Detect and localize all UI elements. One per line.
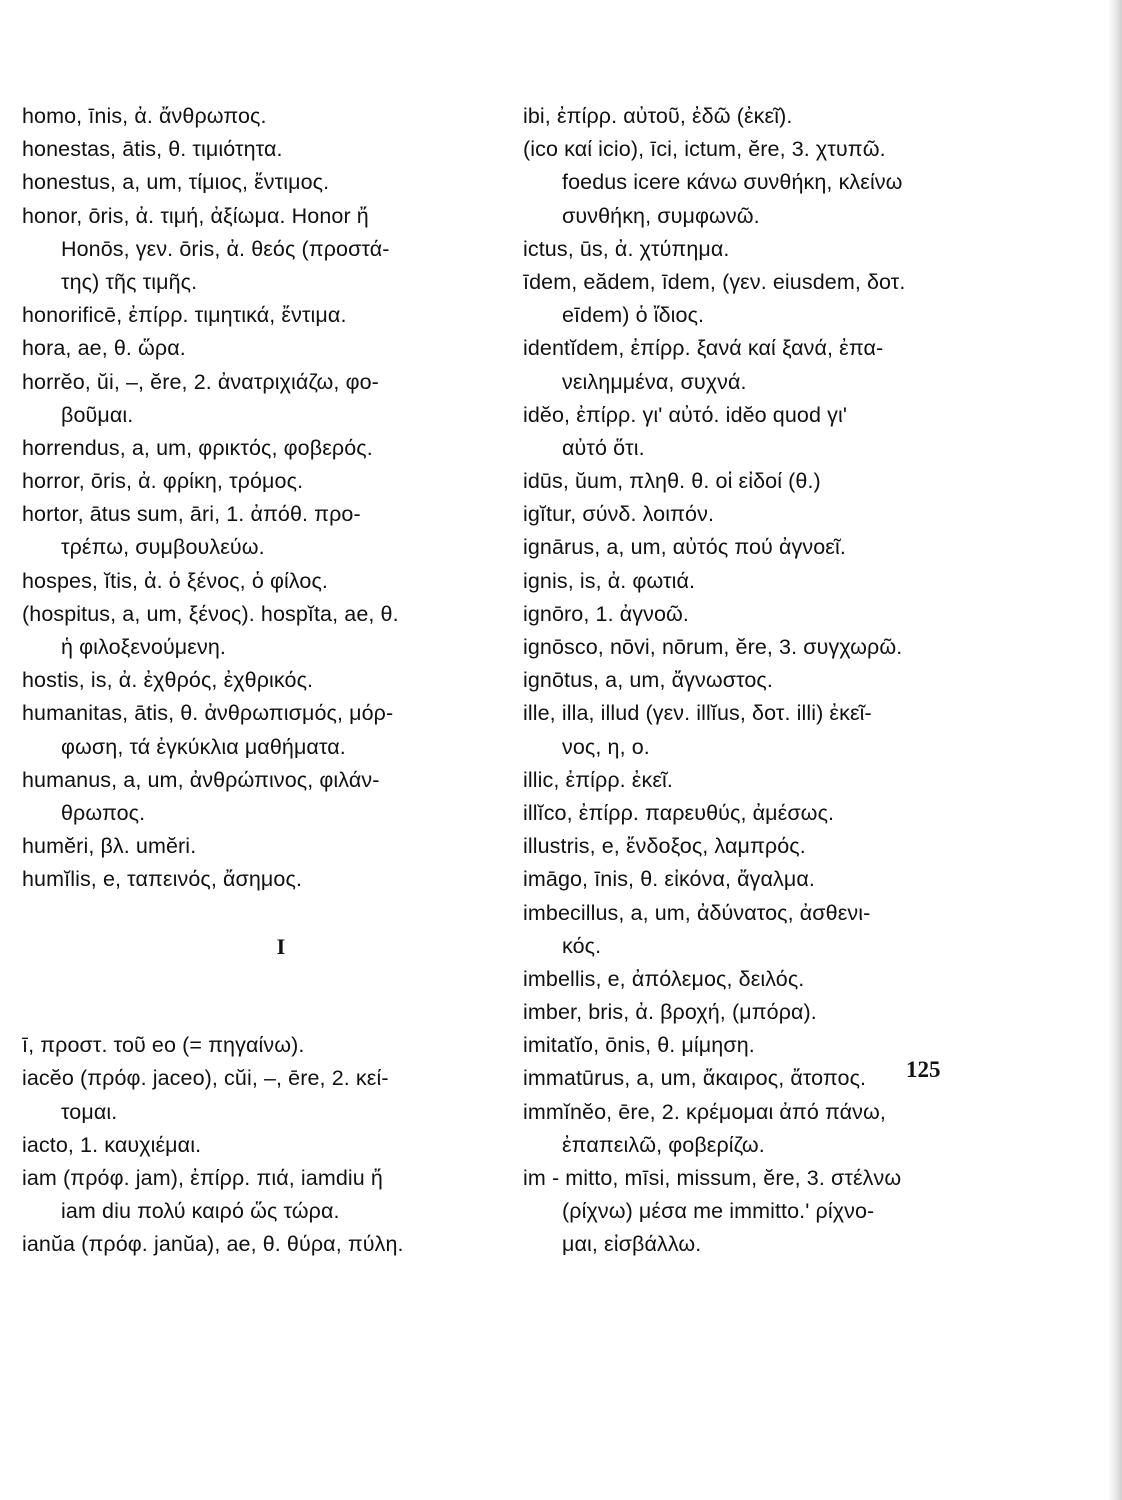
dictionary-entry: ignōsco, nōvi, nōrum, ĕre, 3. συγχωρῶ. — [523, 635, 903, 659]
dictionary-entry: humĭlis, e, ταπεινός, ἄσημος. — [22, 867, 303, 892]
dictionary-entry: hortor, ātus sum, āri, 1. ἀπόθ. προ- — [22, 502, 361, 527]
dictionary-entry: idūs, ŭum, πληθ. θ. οἱ εἰδοί (θ.) — [523, 469, 821, 494]
dictionary-entry-continuation: κός. — [562, 933, 602, 958]
dictionary-entry: immĭnĕo, ēre, 2. κρέμομαι ἀπό πάνω, — [523, 1099, 886, 1124]
dictionary-entry-continuation: αὐτό ὅτι. — [562, 435, 645, 460]
page-number: 125 — [906, 1057, 941, 1082]
dictionary-entry: igĭtur, σύνδ. λοιπόν. — [523, 502, 715, 527]
dictionary-entry: ianŭa (πρόφ. janŭa), ae, θ. θύρα, πύλη. — [22, 1232, 404, 1257]
dictionary-entry: honorificē, ἐπίρρ. τιμητικά, ἔντιμα. — [22, 303, 347, 328]
dictionary-entry-continuation: τρέπω, συμβουλεύω. — [61, 535, 265, 560]
dictionary-entry: homo, īnis, ἀ. ἄνθρωπος. — [22, 104, 267, 128]
dictionary-entry: ille, illa, illud (γεν. illĭus, δοτ. illi) ἐκεῖ- — [523, 701, 872, 726]
dictionary-entry-continuation: foedus icere κάνω συνθήκη, κλείνω — [562, 170, 903, 195]
section-spacer — [22, 996, 500, 1029]
dictionary-entry: illĭco, ἐπίρρ. παρευθύς, ἀμέσως. — [523, 800, 835, 825]
dictionary-entry-continuation: συνθήκη, συμφωνῶ. — [562, 203, 760, 228]
dictionary-entry: imitatĭo, ōnis, θ. μίμηση. — [523, 1033, 755, 1058]
dictionary-entry: iacto, 1. καυχιέμαι. — [22, 1132, 202, 1157]
dictionary-entry-continuation: ἡ φιλοξενούμενη. — [61, 635, 226, 659]
dictionary-entry: iam (πρόφ. jam), ἐπίρρ. πιά, iamdiu ἤ — [22, 1166, 383, 1191]
right-entries — [523, 100, 969, 1262]
dictionary-entry: imbecillus, a, um, ἀδύνατος, ἀσθενι- — [523, 900, 871, 925]
dictionary-entry-continuation: της) τῆς τιμῆς. — [61, 269, 198, 294]
dictionary-entry: imber, bris, ἀ. βροχή, (μπόρα). — [523, 1000, 817, 1025]
dictionary-entry: ictus, ūs, ἀ. χτύπημα. — [523, 236, 730, 261]
dictionary-entry: hora, ae, θ. ὥρα. — [22, 336, 186, 361]
dictionary-entry: hostis, is, ἀ. ἐχθρός, ἐχθρικός. — [22, 668, 314, 693]
dictionary-entry-continuation: iam diu πολύ καιρό ὥς τώρα. — [61, 1199, 340, 1224]
left-column — [22, 100, 500, 1262]
dictionary-entry: immatūrus, a, um, ἄκαιρος, ἄτοπος. — [523, 1066, 867, 1091]
page-edge-shadow — [1108, 0, 1122, 1500]
dictionary-entry: honestus, a, um, τίμιος, ἔντιμος. — [22, 170, 330, 195]
dictionary-entry: imāgo, īnis, θ. εἰκόνα, ἄγαλμα. — [523, 867, 815, 892]
dictionary-entry: humanus, a, um, ἀνθρώπινος, φιλάν- — [22, 767, 380, 792]
dictionary-entry: hospes, ĭtis, ἀ. ὁ ξένος, ὁ φίλος. — [22, 568, 328, 593]
dictionary-entry: identĭdem, ἐπίρρ. ξανά καί ξανά, ἐπα- — [523, 336, 884, 361]
dictionary-entry: ignārus, a, um, αὐτός πού ἀγνοεῖ. — [523, 535, 846, 560]
dictionary-entry: iacĕo (πρόφ. jaceo), cŭi, –, ēre, 2. κεί- — [22, 1066, 389, 1091]
dictionary-entry: ignōro, 1. ἀγνοῶ. — [523, 601, 689, 626]
dictionary-entry-continuation: τομαι. — [61, 1099, 118, 1124]
dictionary-entry: ignōtus, a, um, ἄγνωστος. — [523, 668, 773, 693]
dictionary-entry-continuation: φωση, τά ἐγκύκλια μαθήματα. — [61, 734, 346, 759]
dictionary-entry-continuation: θρωπος. — [61, 800, 146, 825]
left-entries — [22, 100, 500, 897]
dictionary-entry: illic, ἐπίρρ. ἐκεῖ. — [523, 767, 673, 792]
dictionary-entry: ibi, ἐπίρρ. αὐτοῦ, ἐδῶ (ἐκεῖ). — [523, 104, 793, 128]
dictionary-entry: ī, προστ. τοῦ eo (= πηγαίνω). — [22, 1033, 305, 1058]
dictionary-entry: horrĕo, ŭi, –, ĕre, 2. ἀνατριχιάζω, φο- — [22, 369, 379, 394]
dictionary-entry-continuation: νειλημμένα, συχνά. — [562, 369, 747, 394]
dictionary-entry: horrendus, a, um, φρικτός, φοβερός. — [22, 435, 373, 460]
dictionary-entry: īdem, eădem, īdem, (γεν. eiusdem, δοτ. — [523, 269, 906, 294]
left-entries-after — [22, 1029, 500, 1261]
dictionary-entry: imbellis, e, ἀπόλεμος, δειλός. — [523, 966, 805, 991]
dictionary-entry-continuation: βοῦμαι. — [61, 402, 134, 427]
dictionary-entry: humanitas, ātis, θ. ἀνθρωπισμός, μόρ- — [22, 701, 394, 726]
dictionary-entry-continuation: eīdem) ὁ ἴδιος. — [562, 303, 705, 328]
dictionary-entry-continuation: μαι, εἰσβάλλω. — [562, 1232, 702, 1257]
section-letter-heading: I — [276, 933, 286, 959]
right-column — [523, 100, 969, 1262]
dictionary-entry: idĕo, ἐπίρρ. γι' αὐτό. idĕo quod γι' — [523, 402, 848, 427]
dictionary-entry: humĕri, βλ. umĕri. — [22, 834, 197, 859]
dictionary-entry-continuation: Honōs, γεν. ōris, ἀ. θεός (προστά- — [61, 236, 390, 261]
dictionary-entry: illustris, e, ἔνδοξος, λαμπρός. — [523, 834, 806, 859]
dictionary-entry: (ico καί icio), īci, ictum, ĕre, 3. χτυπῶ. — [523, 137, 886, 162]
dictionary-entry: honestas, ātis, θ. τιμιότητα. — [22, 137, 283, 162]
dictionary-entry: horror, ōris, ἀ. φρίκη, τρόμος. — [22, 469, 304, 494]
dictionary-entry: ignis, is, ἀ. φωτιά. — [523, 568, 696, 593]
dictionary-entry: honor, ōris, ἀ. τιμή, ἀξίωμα. Honor ἤ — [22, 203, 369, 228]
dictionary-entry-continuation: ἐπαπειλῶ, φοβερίζω. — [562, 1132, 765, 1157]
dictionary-entry-continuation: νος, η, ο. — [562, 734, 650, 759]
dictionary-entry: im - mitto, mīsi, missum, ĕre, 3. στέλνω — [523, 1166, 902, 1190]
dictionary-entry: (hospitus, a, um, ξένος). hospĭta, ae, θ. — [22, 601, 399, 626]
dictionary-entry-continuation: (ρίχνω) μέσα me immitto.' ρίχνο- — [562, 1199, 875, 1224]
